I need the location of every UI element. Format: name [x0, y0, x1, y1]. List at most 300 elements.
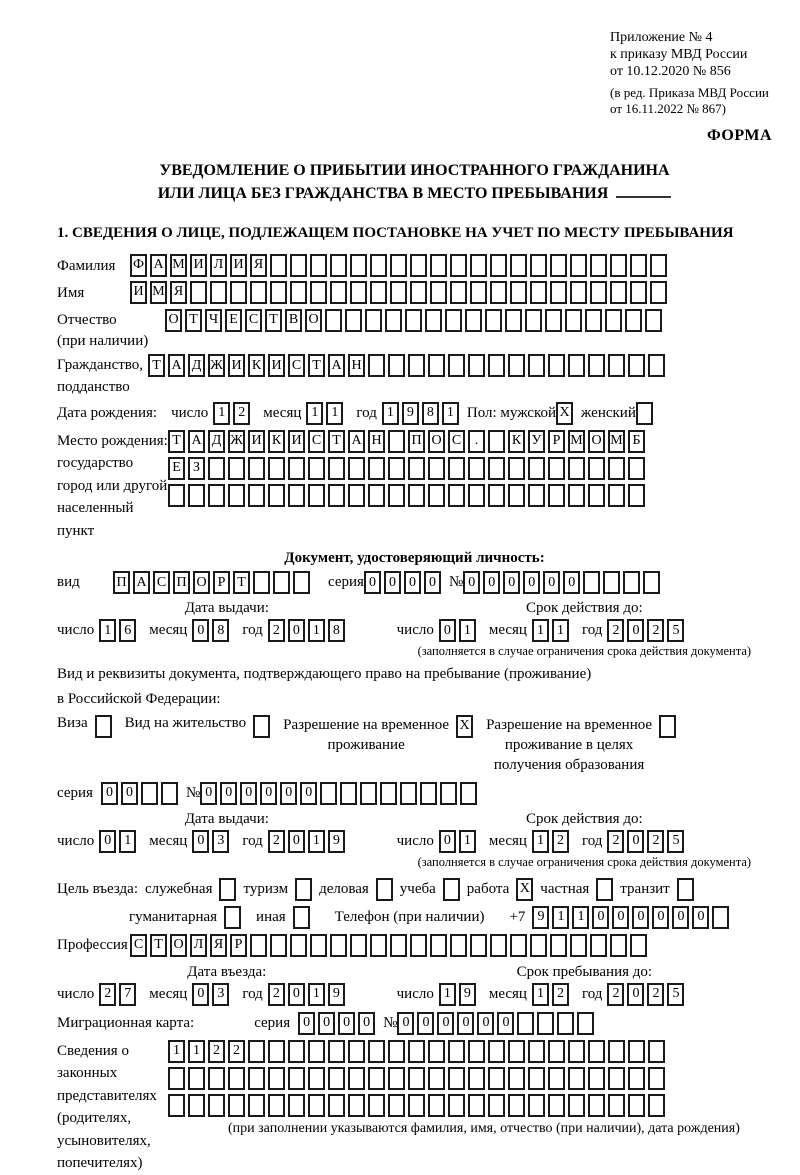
char-cell[interactable]	[470, 934, 487, 957]
char-cell[interactable]: 1	[308, 983, 325, 1006]
char-cell[interactable]: 1	[459, 619, 476, 642]
char-cell[interactable]	[308, 1094, 325, 1117]
char-cell[interactable]: 0	[121, 782, 138, 805]
char-cell[interactable]	[161, 782, 178, 805]
char-cell[interactable]	[528, 1040, 545, 1063]
char-cell[interactable]	[508, 484, 525, 507]
char-cell[interactable]: 0	[439, 830, 456, 853]
char-cell[interactable]	[425, 309, 442, 332]
char-cell[interactable]	[273, 571, 290, 594]
char-cell[interactable]	[408, 1094, 425, 1117]
char-cell[interactable]	[348, 457, 365, 480]
char-cell[interactable]: 0	[417, 1012, 434, 1035]
char-cell[interactable]: М	[608, 430, 625, 453]
checkbox-cell[interactable]	[636, 402, 653, 425]
char-cell[interactable]: Т	[265, 309, 282, 332]
char-cell[interactable]	[608, 1040, 625, 1063]
char-cell[interactable]	[328, 1067, 345, 1090]
char-cell[interactable]	[370, 281, 387, 304]
char-cell[interactable]	[628, 1040, 645, 1063]
char-cell[interactable]: 0	[652, 906, 669, 929]
char-cell[interactable]: К	[268, 430, 285, 453]
char-cell[interactable]: 1	[439, 983, 456, 1006]
char-cell[interactable]: 2	[607, 619, 624, 642]
char-cell[interactable]: 0	[627, 983, 644, 1006]
char-cell[interactable]: 1	[326, 402, 343, 425]
char-cell[interactable]: 0	[627, 619, 644, 642]
char-cell[interactable]	[290, 254, 307, 277]
char-cell[interactable]	[568, 1040, 585, 1063]
char-cell[interactable]	[390, 281, 407, 304]
char-cell[interactable]	[577, 1012, 594, 1035]
char-cell[interactable]	[188, 484, 205, 507]
char-cell[interactable]	[350, 934, 367, 957]
char-cell[interactable]	[410, 281, 427, 304]
char-cell[interactable]: Т	[185, 309, 202, 332]
char-cell[interactable]: П	[113, 571, 130, 594]
char-cell[interactable]	[368, 1040, 385, 1063]
char-cell[interactable]: 0	[318, 1012, 335, 1035]
char-cell[interactable]	[288, 1094, 305, 1117]
char-cell[interactable]: М	[568, 430, 585, 453]
char-cell[interactable]	[468, 457, 485, 480]
char-cell[interactable]: 1	[552, 619, 569, 642]
char-cell[interactable]: 0	[192, 830, 209, 853]
char-cell[interactable]: 0	[260, 782, 277, 805]
char-cell[interactable]: О	[428, 430, 445, 453]
char-cell[interactable]	[270, 934, 287, 957]
char-cell[interactable]	[590, 934, 607, 957]
char-cell[interactable]: М	[170, 254, 187, 277]
char-cell[interactable]: О	[170, 934, 187, 957]
char-cell[interactable]	[450, 281, 467, 304]
char-cell[interactable]	[488, 354, 505, 377]
char-cell[interactable]	[388, 484, 405, 507]
char-cell[interactable]	[328, 1094, 345, 1117]
char-cell[interactable]	[528, 457, 545, 480]
char-cell[interactable]: 2	[268, 830, 285, 853]
char-cell[interactable]: К	[508, 430, 525, 453]
char-cell[interactable]: Д	[188, 354, 205, 377]
char-cell[interactable]	[288, 484, 305, 507]
char-cell[interactable]	[548, 1067, 565, 1090]
char-cell[interactable]: 3	[212, 983, 229, 1006]
char-cell[interactable]	[610, 254, 627, 277]
char-cell[interactable]	[550, 934, 567, 957]
char-cell[interactable]: 0	[523, 571, 540, 594]
char-cell[interactable]: 2	[233, 402, 250, 425]
char-cell[interactable]: О	[588, 430, 605, 453]
char-cell[interactable]: 0	[692, 906, 709, 929]
char-cell[interactable]: 0	[563, 571, 580, 594]
char-cell[interactable]	[530, 254, 547, 277]
char-cell[interactable]: С	[130, 934, 147, 957]
char-cell[interactable]	[428, 457, 445, 480]
char-cell[interactable]	[610, 934, 627, 957]
checkbox-cell[interactable]	[443, 878, 460, 901]
char-cell[interactable]	[590, 254, 607, 277]
char-cell[interactable]: 9	[328, 983, 345, 1006]
char-cell[interactable]: 0	[358, 1012, 375, 1035]
char-cell[interactable]	[508, 354, 525, 377]
char-cell[interactable]: 9	[328, 830, 345, 853]
char-cell[interactable]	[545, 309, 562, 332]
char-cell[interactable]: 1	[572, 906, 589, 929]
char-cell[interactable]	[290, 281, 307, 304]
char-cell[interactable]	[628, 1067, 645, 1090]
char-cell[interactable]: А	[133, 571, 150, 594]
char-cell[interactable]	[588, 354, 605, 377]
char-cell[interactable]: И	[230, 254, 247, 277]
char-cell[interactable]: 0	[300, 782, 317, 805]
char-cell[interactable]	[460, 782, 477, 805]
char-cell[interactable]: 5	[667, 830, 684, 853]
char-cell[interactable]: Ф	[130, 254, 147, 277]
char-cell[interactable]	[628, 457, 645, 480]
char-cell[interactable]: И	[228, 354, 245, 377]
char-cell[interactable]: Т	[148, 354, 165, 377]
char-cell[interactable]	[141, 782, 158, 805]
char-cell[interactable]: 2	[208, 1040, 225, 1063]
char-cell[interactable]	[630, 254, 647, 277]
char-cell[interactable]: 0	[612, 906, 629, 929]
char-cell[interactable]	[568, 354, 585, 377]
char-cell[interactable]: О	[193, 571, 210, 594]
char-cell[interactable]	[348, 1067, 365, 1090]
char-cell[interactable]: С	[153, 571, 170, 594]
char-cell[interactable]	[510, 254, 527, 277]
char-cell[interactable]: 1	[99, 619, 116, 642]
char-cell[interactable]: 0	[240, 782, 257, 805]
char-cell[interactable]: 2	[607, 983, 624, 1006]
char-cell[interactable]: И	[288, 430, 305, 453]
char-cell[interactable]: 1	[532, 983, 549, 1006]
char-cell[interactable]	[268, 1094, 285, 1117]
char-cell[interactable]	[388, 457, 405, 480]
char-cell[interactable]: 0	[503, 571, 520, 594]
char-cell[interactable]	[168, 1067, 185, 1090]
char-cell[interactable]	[388, 1094, 405, 1117]
char-cell[interactable]: Л	[190, 934, 207, 957]
char-cell[interactable]: 1	[119, 830, 136, 853]
char-cell[interactable]	[548, 457, 565, 480]
char-cell[interactable]	[508, 457, 525, 480]
char-cell[interactable]: 2	[552, 830, 569, 853]
char-cell[interactable]	[548, 354, 565, 377]
char-cell[interactable]	[583, 571, 600, 594]
char-cell[interactable]	[648, 354, 665, 377]
char-cell[interactable]	[588, 1094, 605, 1117]
char-cell[interactable]	[408, 457, 425, 480]
char-cell[interactable]	[430, 281, 447, 304]
char-cell[interactable]	[410, 254, 427, 277]
char-cell[interactable]	[548, 484, 565, 507]
char-cell[interactable]	[488, 1067, 505, 1090]
char-cell[interactable]: 0	[672, 906, 689, 929]
char-cell[interactable]: Ж	[228, 430, 245, 453]
char-cell[interactable]: 2	[228, 1040, 245, 1063]
char-cell[interactable]: И	[130, 281, 147, 304]
char-cell[interactable]: 0	[220, 782, 237, 805]
char-cell[interactable]: 0	[200, 782, 217, 805]
char-cell[interactable]	[648, 1094, 665, 1117]
char-cell[interactable]: 0	[192, 619, 209, 642]
char-cell[interactable]: 9	[532, 906, 549, 929]
char-cell[interactable]	[530, 934, 547, 957]
char-cell[interactable]	[328, 484, 345, 507]
char-cell[interactable]: 1	[442, 402, 459, 425]
char-cell[interactable]	[230, 281, 247, 304]
char-cell[interactable]	[248, 1040, 265, 1063]
char-cell[interactable]: 1	[213, 402, 230, 425]
char-cell[interactable]	[208, 457, 225, 480]
char-cell[interactable]: 0	[497, 1012, 514, 1035]
char-cell[interactable]	[310, 281, 327, 304]
char-cell[interactable]	[488, 430, 505, 453]
char-cell[interactable]	[210, 281, 227, 304]
char-cell[interactable]	[228, 484, 245, 507]
char-cell[interactable]: 0	[192, 983, 209, 1006]
checkbox-cell[interactable]: X	[456, 715, 473, 738]
char-cell[interactable]	[288, 457, 305, 480]
char-cell[interactable]	[528, 354, 545, 377]
char-cell[interactable]	[310, 254, 327, 277]
checkbox-cell[interactable]	[677, 878, 694, 901]
char-cell[interactable]	[228, 457, 245, 480]
checkbox-cell[interactable]	[253, 715, 270, 738]
char-cell[interactable]: 0	[288, 983, 305, 1006]
char-cell[interactable]	[288, 1067, 305, 1090]
char-cell[interactable]: И	[248, 430, 265, 453]
char-cell[interactable]	[550, 281, 567, 304]
char-cell[interactable]	[470, 254, 487, 277]
char-cell[interactable]: Р	[548, 430, 565, 453]
char-cell[interactable]: 0	[338, 1012, 355, 1035]
char-cell[interactable]	[330, 254, 347, 277]
char-cell[interactable]: 3	[212, 830, 229, 853]
char-cell[interactable]	[360, 782, 377, 805]
char-cell[interactable]	[588, 1040, 605, 1063]
char-cell[interactable]: 1	[306, 402, 323, 425]
char-cell[interactable]: В	[285, 309, 302, 332]
char-cell[interactable]	[168, 1094, 185, 1117]
char-cell[interactable]	[388, 1040, 405, 1063]
char-cell[interactable]	[608, 354, 625, 377]
char-cell[interactable]: 2	[99, 983, 116, 1006]
char-cell[interactable]	[537, 1012, 554, 1035]
char-cell[interactable]: 0	[101, 782, 118, 805]
char-cell[interactable]	[568, 1067, 585, 1090]
char-cell[interactable]	[440, 782, 457, 805]
char-cell[interactable]: 1	[532, 830, 549, 853]
char-cell[interactable]	[530, 281, 547, 304]
char-cell[interactable]	[645, 309, 662, 332]
checkbox-cell[interactable]	[376, 878, 393, 901]
char-cell[interactable]: 8	[328, 619, 345, 642]
char-cell[interactable]	[608, 457, 625, 480]
char-cell[interactable]	[548, 1094, 565, 1117]
char-cell[interactable]: 2	[607, 830, 624, 853]
char-cell[interactable]: П	[408, 430, 425, 453]
char-cell[interactable]	[450, 934, 467, 957]
char-cell[interactable]	[610, 281, 627, 304]
char-cell[interactable]	[368, 1067, 385, 1090]
char-cell[interactable]	[308, 1040, 325, 1063]
char-cell[interactable]: 0	[437, 1012, 454, 1035]
char-cell[interactable]: С	[308, 430, 325, 453]
char-cell[interactable]	[370, 254, 387, 277]
char-cell[interactable]	[448, 354, 465, 377]
char-cell[interactable]	[488, 1094, 505, 1117]
checkbox-cell[interactable]: X	[516, 878, 533, 901]
char-cell[interactable]	[565, 309, 582, 332]
char-cell[interactable]	[388, 1067, 405, 1090]
char-cell[interactable]	[390, 254, 407, 277]
char-cell[interactable]	[250, 934, 267, 957]
char-cell[interactable]: И	[268, 354, 285, 377]
char-cell[interactable]	[588, 1067, 605, 1090]
char-cell[interactable]	[468, 354, 485, 377]
char-cell[interactable]	[712, 906, 729, 929]
char-cell[interactable]	[368, 354, 385, 377]
char-cell[interactable]	[608, 484, 625, 507]
char-cell[interactable]: 0	[592, 906, 609, 929]
char-cell[interactable]: Т	[150, 934, 167, 957]
char-cell[interactable]	[330, 281, 347, 304]
char-cell[interactable]: .	[468, 430, 485, 453]
char-cell[interactable]	[528, 484, 545, 507]
char-cell[interactable]: 6	[119, 619, 136, 642]
char-cell[interactable]: О	[305, 309, 322, 332]
char-cell[interactable]: 0	[632, 906, 649, 929]
char-cell[interactable]	[468, 484, 485, 507]
char-cell[interactable]	[388, 354, 405, 377]
char-cell[interactable]: 0	[424, 571, 441, 594]
char-cell[interactable]: И	[190, 254, 207, 277]
char-cell[interactable]	[328, 1040, 345, 1063]
char-cell[interactable]	[588, 484, 605, 507]
char-cell[interactable]	[570, 254, 587, 277]
checkbox-cell[interactable]	[596, 878, 613, 901]
char-cell[interactable]: 0	[397, 1012, 414, 1035]
char-cell[interactable]: С	[448, 430, 465, 453]
char-cell[interactable]	[605, 309, 622, 332]
char-cell[interactable]	[488, 484, 505, 507]
char-cell[interactable]	[250, 281, 267, 304]
char-cell[interactable]	[365, 309, 382, 332]
checkbox-cell[interactable]	[659, 715, 676, 738]
char-cell[interactable]: А	[348, 430, 365, 453]
char-cell[interactable]: 1	[459, 830, 476, 853]
char-cell[interactable]: 8	[212, 619, 229, 642]
char-cell[interactable]	[468, 1040, 485, 1063]
char-cell[interactable]	[525, 309, 542, 332]
char-cell[interactable]: 8	[422, 402, 439, 425]
char-cell[interactable]	[248, 1067, 265, 1090]
char-cell[interactable]	[208, 484, 225, 507]
char-cell[interactable]	[590, 281, 607, 304]
char-cell[interactable]	[340, 782, 357, 805]
char-cell[interactable]: 2	[552, 983, 569, 1006]
checkbox-cell[interactable]	[293, 906, 310, 929]
char-cell[interactable]	[448, 1067, 465, 1090]
char-cell[interactable]	[408, 354, 425, 377]
char-cell[interactable]: 1	[308, 619, 325, 642]
char-cell[interactable]	[623, 571, 640, 594]
char-cell[interactable]	[630, 934, 647, 957]
char-cell[interactable]: Б	[628, 430, 645, 453]
char-cell[interactable]: Ж	[208, 354, 225, 377]
char-cell[interactable]	[628, 354, 645, 377]
char-cell[interactable]: 0	[288, 830, 305, 853]
char-cell[interactable]	[270, 281, 287, 304]
char-cell[interactable]: 2	[647, 983, 664, 1006]
char-cell[interactable]: 2	[647, 619, 664, 642]
char-cell[interactable]: Т	[168, 430, 185, 453]
char-cell[interactable]: 0	[280, 782, 297, 805]
char-cell[interactable]: 2	[268, 619, 285, 642]
char-cell[interactable]: Я	[210, 934, 227, 957]
char-cell[interactable]	[293, 571, 310, 594]
char-cell[interactable]	[428, 484, 445, 507]
char-cell[interactable]: 1	[552, 906, 569, 929]
char-cell[interactable]: Л	[210, 254, 227, 277]
char-cell[interactable]: А	[188, 430, 205, 453]
checkbox-cell[interactable]	[224, 906, 241, 929]
char-cell[interactable]	[328, 457, 345, 480]
char-cell[interactable]	[490, 254, 507, 277]
char-cell[interactable]: 0	[627, 830, 644, 853]
char-cell[interactable]	[548, 1040, 565, 1063]
char-cell[interactable]	[490, 934, 507, 957]
char-cell[interactable]: Ч	[205, 309, 222, 332]
char-cell[interactable]: 9	[459, 983, 476, 1006]
char-cell[interactable]	[270, 254, 287, 277]
char-cell[interactable]	[505, 309, 522, 332]
char-cell[interactable]	[348, 1094, 365, 1117]
char-cell[interactable]	[625, 309, 642, 332]
char-cell[interactable]	[508, 1040, 525, 1063]
char-cell[interactable]	[428, 354, 445, 377]
char-cell[interactable]: 1	[188, 1040, 205, 1063]
char-cell[interactable]	[380, 782, 397, 805]
char-cell[interactable]	[570, 934, 587, 957]
char-cell[interactable]	[188, 1094, 205, 1117]
char-cell[interactable]	[448, 1040, 465, 1063]
char-cell[interactable]: 0	[298, 1012, 315, 1035]
char-cell[interactable]: П	[173, 571, 190, 594]
char-cell[interactable]: 2	[268, 983, 285, 1006]
char-cell[interactable]: 0	[439, 619, 456, 642]
char-cell[interactable]: 0	[404, 571, 421, 594]
char-cell[interactable]	[348, 484, 365, 507]
char-cell[interactable]: 0	[364, 571, 381, 594]
char-cell[interactable]	[465, 309, 482, 332]
char-cell[interactable]	[330, 934, 347, 957]
char-cell[interactable]	[168, 484, 185, 507]
char-cell[interactable]: А	[150, 254, 167, 277]
char-cell[interactable]: С	[245, 309, 262, 332]
char-cell[interactable]	[445, 309, 462, 332]
char-cell[interactable]: 0	[457, 1012, 474, 1035]
char-cell[interactable]	[405, 309, 422, 332]
char-cell[interactable]	[603, 571, 620, 594]
char-cell[interactable]	[430, 934, 447, 957]
char-cell[interactable]	[408, 1040, 425, 1063]
char-cell[interactable]	[290, 934, 307, 957]
char-cell[interactable]	[470, 281, 487, 304]
char-cell[interactable]	[268, 484, 285, 507]
